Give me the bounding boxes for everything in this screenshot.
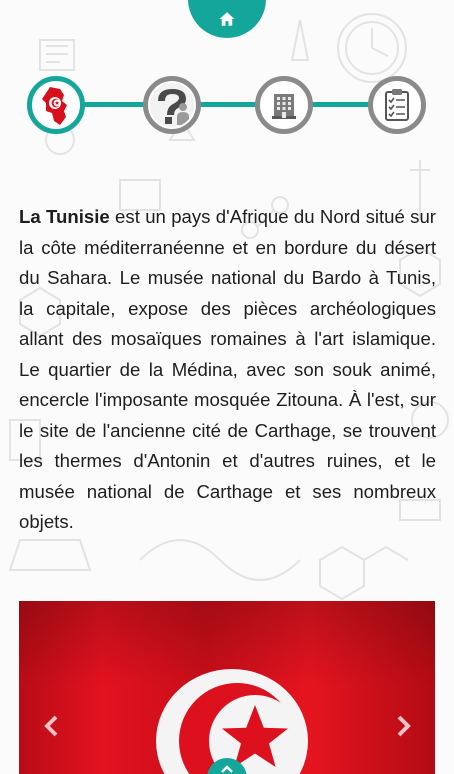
step-questions[interactable]	[143, 76, 201, 134]
chevron-right-icon	[396, 714, 412, 738]
checklist-icon	[382, 88, 412, 122]
question-person-icon	[150, 83, 194, 127]
description-body: est un pays d'Afrique du Nord situé sur la côte méditerranéenne et en bordure du désert du Sahara. Le musée national du Bardo à Tunis, la capitale, expose des pièces archéologiques allant des mosaïques romaines à l'art islamique. Le quartier de la Médina, avec son souk animé, encercle l'imposante mosquée Zitouna. À l'est, sur le site de l'ancienne cité de Carthage, se trouvent les thermes d'Antonin et d'autres ruines, et le musée national de Carthage et ses nombreux objets.	[19, 206, 436, 532]
image-carousel[interactable]	[19, 601, 435, 774]
step-country-map[interactable]	[27, 76, 85, 134]
chevron-left-icon	[43, 714, 59, 738]
carousel-prev-button[interactable]	[40, 712, 62, 740]
building-icon	[269, 90, 299, 120]
tunisia-map-icon	[34, 83, 78, 127]
stepper-connector	[80, 102, 390, 107]
step-building[interactable]	[255, 76, 313, 134]
chevron-up-icon	[220, 764, 234, 774]
tunisia-flag-image	[19, 601, 435, 774]
home-icon	[218, 10, 236, 28]
step-checklist[interactable]	[368, 76, 426, 134]
country-name: La Tunisie	[19, 206, 110, 227]
country-description	[19, 202, 436, 538]
section-stepper	[0, 72, 454, 142]
carousel-next-button[interactable]	[393, 712, 415, 740]
